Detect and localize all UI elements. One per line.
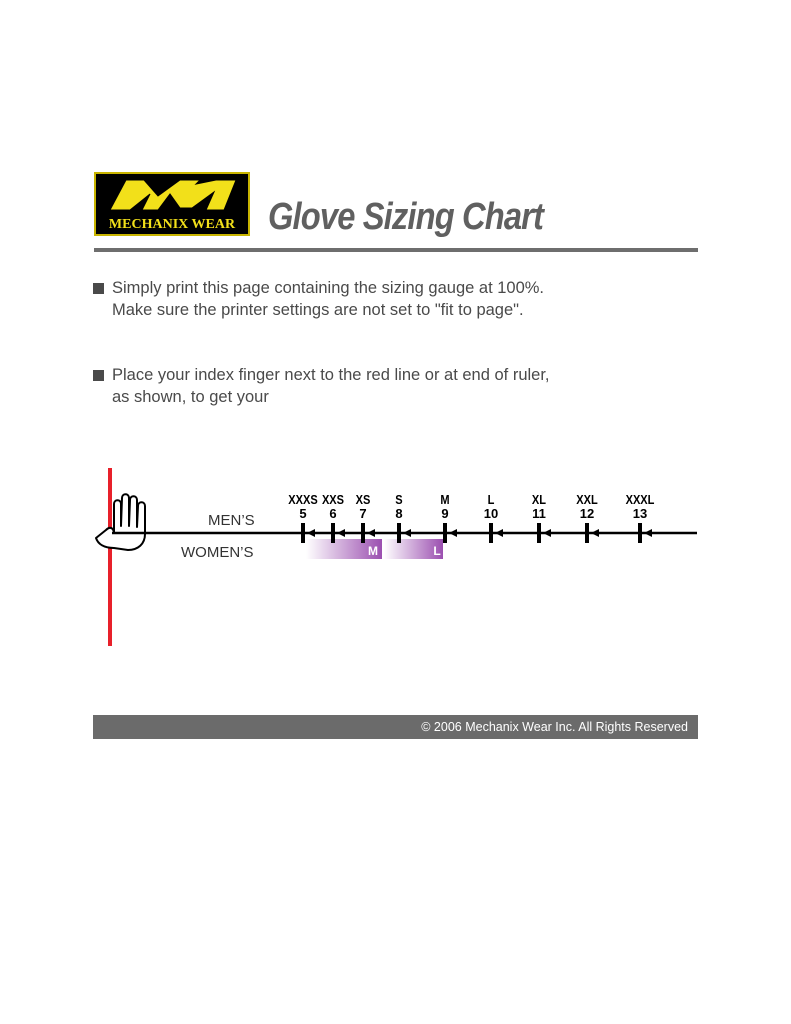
size-number: 11 [532,506,546,521]
m-logo-icon [110,180,236,210]
size-tick [397,523,401,543]
arrow-left-icon [367,529,375,537]
size-tick [489,523,493,543]
arrow-left-icon [449,529,457,537]
size-number: 13 [632,506,648,521]
size-label: XXXL [625,492,655,508]
size-number: 12 [579,506,595,521]
size-tick [638,523,642,543]
size-tick [585,523,589,543]
square-bullet-icon [93,370,104,381]
mechanix-wear-logo [94,172,250,236]
size-tick [361,523,365,543]
instruction-text: Simply print this page containing the sizing gauge at 100%. Make sure the printer settings are not set to "fit to page". [112,279,545,319]
copyright-text: © 2006 Mechanix Wear Inc. All Rights Reserved [421,720,688,734]
size-label: XXS [321,492,345,508]
size-number: 7 [359,506,367,521]
size-label: XXL [576,492,598,508]
size-number: 9 [441,506,449,521]
page-title: Glove Sizing Chart [268,196,544,238]
logo-brand-text: MECHANIX WEAR [108,217,236,232]
womens-size-label: L [433,544,441,558]
size-number: 5 [299,506,307,521]
size-label: L [487,492,495,508]
instruction-text: Place your index finger next to the red line or at end of ruler, as shown, to get your [112,366,550,406]
arrow-left-icon [307,529,315,537]
mens-label: MEN’S [208,512,255,529]
arrow-left-icon [591,529,599,537]
hand-icon [96,494,145,550]
size-number: 6 [329,506,337,521]
size-label: XS [355,492,371,508]
arrow-left-icon [495,529,503,537]
size-label: XL [531,492,547,508]
footer-bar [93,715,698,739]
title-divider [94,248,698,252]
size-tick [331,523,335,543]
arrow-left-icon [403,529,411,537]
arrow-left-icon [644,529,652,537]
size-number: 8 [395,506,403,521]
instruction-item [93,364,553,408]
size-tick [537,523,541,543]
square-bullet-icon [93,283,104,294]
sizing-gauge [0,460,791,660]
size-label: S [395,492,403,508]
red-start-line [108,468,112,646]
arrow-left-icon [543,529,551,537]
size-tick [443,523,447,543]
arrow-left-icon [337,529,345,537]
size-label: M [440,492,450,508]
womens-label: WOMEN’S [181,544,254,561]
instruction-item [93,277,553,321]
size-tick [301,523,305,543]
size-number: 10 [483,506,499,521]
size-label: XXXS [288,492,318,508]
womens-size-label: M [368,544,378,558]
